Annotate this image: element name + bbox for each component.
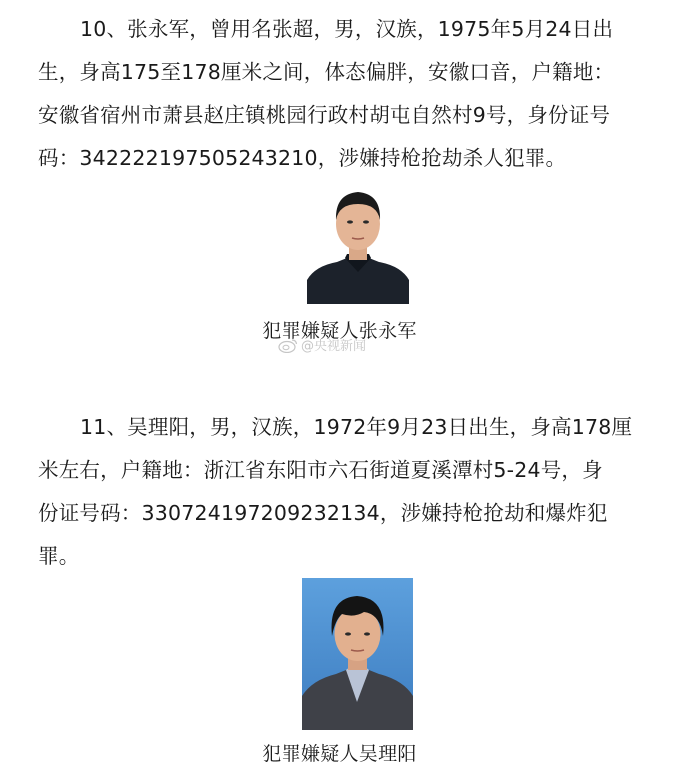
text-line: 生，身高175至178厘米之间，体态偏胖，安徽口音，户籍地： [38, 60, 615, 84]
weibo-icon [278, 337, 298, 353]
watermark [278, 335, 366, 354]
suspect-10-description [38, 8, 642, 180]
suspect-10-caption: 犯罪嫌疑人张永军 [262, 320, 417, 342]
text-line: 11、吴理阳，男，汉族，1972年9月23日出生，身高178厘 [80, 415, 633, 439]
text-line: 份证号码：330724197209232134，涉嫌持枪抢劫和爆炸犯 [38, 501, 608, 525]
text-line: 罪。 [38, 544, 80, 568]
text-line: 米左右，户籍地：浙江省东阳市六石街道夏溪潭村5-24号，身 [38, 458, 603, 482]
watermark-text: @央视新闻 [301, 339, 367, 354]
suspect-11-description [38, 406, 642, 578]
text-line: 安徽省宿州市萧县赵庄镇桃园行政村胡屯自然村9号，身份证号 [38, 103, 611, 127]
text-line: 码：342222197505243210，涉嫌持枪抢劫杀人犯罪。 [38, 146, 567, 170]
suspect-10-photo [307, 180, 409, 304]
suspect-11-caption: 犯罪嫌疑人吴理阳 [262, 743, 417, 765]
text-line: 10、张永军，曾用名张超，男，汉族，1975年5月24日出 [80, 17, 614, 41]
suspect-11-photo [302, 578, 413, 730]
